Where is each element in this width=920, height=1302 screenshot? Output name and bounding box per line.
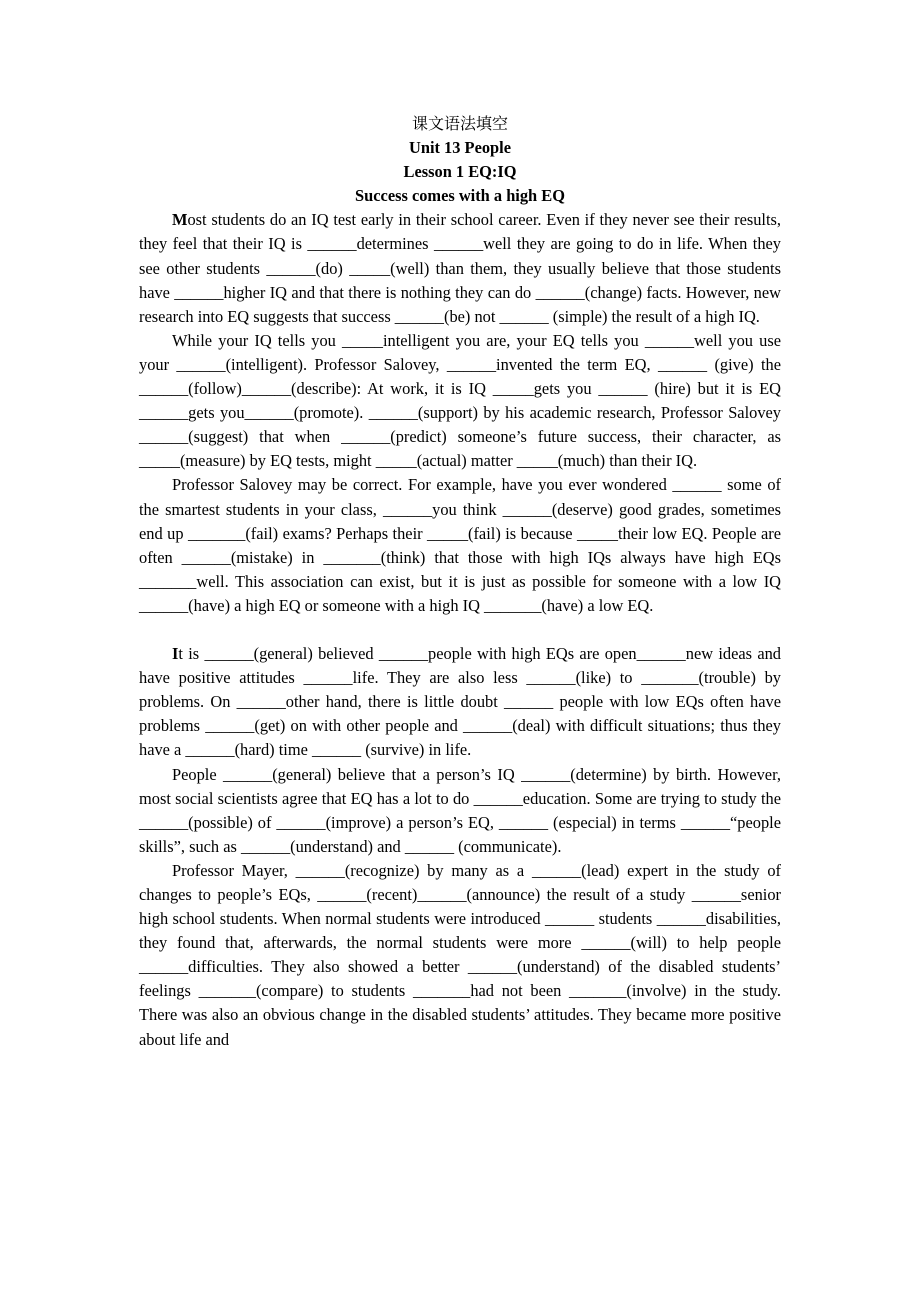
paragraph-6 — [139, 859, 781, 1052]
drop-letter: I — [172, 644, 179, 664]
paragraph-2 — [139, 329, 781, 474]
paragraph-4 — [139, 642, 781, 762]
paragraph-text: People ______(general) believe that a person’s IQ ______(determine) by birth. However, most social scientists agree that EQ has a lot to do ______education. Some are trying to study the ______(possible) of ______(improve) a person’s EQ, ______ (especial) in terms ______“people skills”, such as ______(understand) and ______ (communicate). — [139, 764, 781, 856]
paragraph-1 — [139, 208, 781, 328]
paragraph-text: Professor Salovey may be correct. For example, have you ever wondered ______ some of the smartest students in your class, ______you think ______(deserve) good grades, sometimes end up _______(fail) exams? Perhaps their _____(fail) is because _____their low EQ. People are often ______(mistake) in _______(think) that those with high IQs always have high EQs _______well. This association can exist, but it is just as possible for someone with a low IQ ______(have) a high EQ or someone with a high IQ _______(have) a low EQ. — [139, 475, 781, 615]
unit-title: Unit 13 People — [409, 138, 511, 158]
paragraph-3 — [139, 473, 781, 618]
paragraph-text: While your IQ tells you _____intelligent you are, your EQ tells you ______well you use your ______(intelligent). Professor Salovey, ______invented the term EQ, ______ (give) the ______(follow)______(describe): At work, it is IQ _____gets you ______ (hire) but it is EQ ______gets you______(promote). ______(support) by his academic research, Professor Salovey ______(suggest) that when ______(predict) someone’s future success, their character, as _____(measure) by EQ tests, might _____(actual) matter _____(much) than their IQ. — [139, 330, 781, 471]
blank-line — [139, 618, 781, 642]
paragraph-text: t is ______(general) believed ______people with high EQs are open______new ideas and have positive attitudes ______life. They are also less ______(like) to _______(trouble) by problems. On ______other hand, there is little doubt ______ people with low EQs often have problems ______(get) on with other people and ______(deal) with difficult situations; thus they have a ______(hard) time ______ (survive) in life. — [139, 644, 781, 760]
paragraph-text: ost students do an IQ test early in their school career. Even if they never see their results, they feel that their IQ is ______determines ______well they are going to do in life. When they see other students ______(do) _____(well) than them, they usually believe that those students have ______higher IQ and that there is nothing they can do ______(change) facts. However, new research into EQ suggests that success ______(be) not ______ (simple) the result of a high IQ. — [139, 210, 781, 326]
chinese-title: 课文语法填空 — [411, 114, 508, 133]
document-page — [139, 112, 781, 1052]
drop-letter: M — [172, 210, 188, 230]
paragraph-5 — [139, 763, 781, 859]
section-subtitle: Success comes with a high EQ — [355, 186, 565, 206]
paragraph-text: Professor Mayer, ______(recognize) by many as a ______(lead) expert in the study of changes to people’s EQs, ______(recent)______(announce) the result of a study ______senior high school students. When normal students were introduced ______ students ______disabilities, they found that, afterwards, the normal students were more ______(will) to help people ______difficulties. They also showed a better ______(understand) of the disabled students’ feelings _______(compare) to students _______had not been _______(involve) in the study. There was also an obvious change in the disabled students’ attitudes. They became more positive about life and — [139, 860, 781, 1049]
lesson-title: Lesson 1 EQ:IQ — [403, 162, 517, 182]
